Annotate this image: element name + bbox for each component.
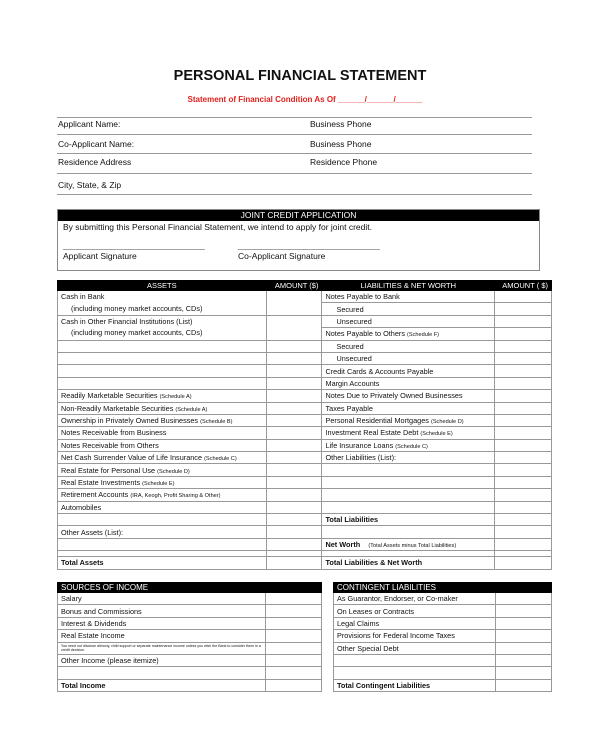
- label-text: Cash in Other Financial Institutions (List): [61, 316, 193, 326]
- amount-cell[interactable]: [266, 291, 322, 316]
- asset-row: [58, 489, 267, 501]
- table-row: [58, 402, 552, 414]
- table-row: [58, 489, 552, 501]
- income-header: SOURCES OF INCOME: [58, 583, 266, 593]
- balance-sheet-table: [57, 280, 552, 570]
- amount-cell[interactable]: [266, 489, 322, 501]
- contingent-row: [334, 593, 496, 605]
- blank-row: [58, 667, 266, 679]
- blank-row: [322, 501, 495, 513]
- statement-date-line[interactable]: Statement of Financial Condition As Of ______/______/______: [187, 95, 423, 104]
- asset-row: [58, 501, 267, 513]
- label-text: Notes Receivable from Others: [61, 440, 159, 450]
- schedule-note: (Schedule E): [420, 431, 453, 438]
- label-text: Notes Payable to Bank: [325, 292, 400, 302]
- blank-row: [58, 365, 267, 377]
- amount-cell[interactable]: [495, 452, 552, 464]
- table-row: [58, 377, 552, 389]
- amount-cell[interactable]: [495, 538, 552, 550]
- amount-cell[interactable]: [266, 476, 322, 488]
- liability-row: [322, 352, 495, 364]
- amount-cell[interactable]: [495, 291, 552, 303]
- liability-row: [322, 315, 495, 327]
- amount-cell[interactable]: [495, 679, 551, 691]
- amount-cell[interactable]: [266, 593, 322, 605]
- schedule-note: (Schedule D): [157, 468, 190, 475]
- amount-cell[interactable]: [266, 340, 322, 352]
- contingent-row: [334, 605, 496, 617]
- amount-cell[interactable]: [266, 464, 322, 476]
- contingent-row: [334, 617, 496, 629]
- table-row: [334, 593, 552, 605]
- label-text: Secured: [336, 341, 364, 351]
- table-row: [58, 642, 322, 654]
- table-row: [58, 476, 552, 488]
- blank-row: [58, 514, 267, 526]
- total-liabilities-row: [322, 514, 495, 526]
- liability-row: [322, 377, 495, 389]
- income-row: [58, 593, 266, 605]
- amount-cell[interactable]: [266, 427, 322, 439]
- co-applicant-name-field[interactable]: Co-Applicant Name:: [58, 139, 135, 149]
- label-text: Other Liabilities (List):: [325, 453, 397, 463]
- business-phone-field[interactable]: Business Phone: [310, 119, 372, 129]
- liability-row: [322, 303, 495, 315]
- table-row: [334, 679, 552, 691]
- label-sub: (including money market accounts, CDs): [71, 303, 203, 313]
- amount-cell[interactable]: [495, 526, 552, 538]
- amount-cell[interactable]: [495, 667, 551, 679]
- label-text: Automobiles: [61, 502, 102, 512]
- joint-credit-header: JOINT CREDIT APPLICATION: [58, 210, 539, 221]
- amount-cell[interactable]: [495, 476, 552, 488]
- table-row: [58, 291, 552, 303]
- amount-cell[interactable]: [266, 557, 322, 569]
- cash-other-institutions: [58, 315, 267, 340]
- residence-phone-field[interactable]: Residence Phone: [310, 157, 378, 167]
- page-title: PERSONAL FINANCIAL STATEMENT: [173, 68, 427, 84]
- amount-cell[interactable]: [495, 501, 552, 513]
- amount-cell[interactable]: [266, 439, 322, 451]
- asset-row: [58, 439, 267, 451]
- total-liab-networth-row: [322, 557, 495, 569]
- amount-cell[interactable]: [266, 526, 322, 538]
- label-text: Net Worth: [325, 540, 361, 549]
- blank-row: [322, 526, 495, 538]
- label-text: Retirement Accounts: [61, 490, 129, 500]
- table-row: [58, 352, 552, 364]
- liability-row: [322, 402, 495, 414]
- amount-cell[interactable]: [495, 593, 551, 605]
- table-row: [334, 667, 552, 679]
- label-text: Unsecured: [336, 354, 372, 364]
- label-text: Total Income: [61, 680, 106, 690]
- table-row: [58, 452, 552, 464]
- table-row: [58, 439, 552, 451]
- label-text: Notes Due to Privately Owned Businesses: [325, 391, 463, 401]
- amount-cell[interactable]: [495, 402, 552, 414]
- blank-row: [322, 476, 495, 488]
- amount-cell[interactable]: [495, 617, 551, 629]
- co-applicant-signature-label: Co-Applicant Signature: [238, 251, 326, 261]
- total-income-row: [58, 679, 266, 691]
- label-text: Notes Receivable from Business: [61, 428, 167, 438]
- cash-in-bank: [58, 291, 267, 316]
- amount-cell[interactable]: [495, 514, 552, 526]
- table-row: [58, 617, 322, 629]
- joint-credit-section: [57, 209, 540, 271]
- blank-row: [58, 377, 267, 389]
- amount-cell[interactable]: [266, 315, 322, 340]
- amount-cell[interactable]: [495, 630, 551, 642]
- asset-row: [58, 427, 267, 439]
- amount-cell[interactable]: [266, 667, 322, 679]
- amount-cell[interactable]: [266, 402, 322, 414]
- asset-row: [58, 464, 267, 476]
- label-sub: (including money market accounts, CDs): [71, 328, 203, 338]
- label-text: Bonus and Commissions: [61, 606, 142, 616]
- applicant-signature-line[interactable]: ______________________________: [63, 240, 205, 250]
- other-assets-row: [58, 526, 267, 538]
- amount-cell[interactable]: [266, 630, 322, 642]
- table-row: [58, 427, 552, 439]
- liability-row: [322, 291, 495, 303]
- asset-row: [58, 414, 267, 426]
- amount-cell[interactable]: [266, 352, 322, 364]
- amount-cell[interactable]: [495, 328, 552, 340]
- label-text: Margin Accounts: [325, 378, 380, 388]
- schedule-note: (Schedule E): [142, 481, 175, 488]
- other-income-row: [58, 654, 266, 666]
- amount-cell[interactable]: [266, 679, 322, 691]
- liability-row: [322, 414, 495, 426]
- amount-cell[interactable]: [495, 340, 552, 352]
- co-applicant-signature-line[interactable]: ______________________________: [238, 240, 380, 250]
- amount-cell[interactable]: [495, 414, 552, 426]
- label-text: Readily Marketable Securities: [61, 391, 158, 401]
- schedule-note: (Schedule C): [204, 456, 237, 463]
- table-row: [58, 538, 552, 550]
- table-row: [58, 526, 552, 538]
- amount-cell[interactable]: [266, 377, 322, 389]
- table-row: [58, 679, 322, 691]
- amount-cell[interactable]: [495, 390, 552, 402]
- table-row: [58, 340, 552, 352]
- table-row: [58, 390, 552, 402]
- liability-row: [322, 390, 495, 402]
- label-text: Total Contingent Liabilities: [337, 680, 431, 690]
- asset-row: [58, 390, 267, 402]
- applicant-name-field[interactable]: Applicant Name:: [58, 119, 121, 129]
- liability-row: [322, 340, 495, 352]
- table-row: [58, 593, 322, 605]
- income-table: [57, 582, 322, 692]
- liability-row: [322, 439, 495, 451]
- blank-row: [334, 667, 496, 679]
- table-row: [58, 605, 322, 617]
- amount-cell[interactable]: [266, 617, 322, 629]
- contingent-row: [334, 642, 496, 654]
- contingent-row: [334, 630, 496, 642]
- amount-cell[interactable]: [266, 452, 322, 464]
- table-row: [58, 630, 322, 642]
- blank-row: [322, 464, 495, 476]
- blank-row: [58, 538, 267, 550]
- label-text: As Guarantor, Endorser, or Co-maker: [337, 594, 458, 604]
- label-text: Ownership in Privately Owned Businesses: [61, 416, 199, 426]
- label-text: Total Assets: [61, 558, 104, 568]
- applicant-signature-label: Applicant Signature: [63, 251, 137, 261]
- table-row: [58, 365, 552, 377]
- asset-row: [58, 452, 267, 464]
- table-row: [334, 654, 552, 666]
- amount-cell[interactable]: [495, 377, 552, 389]
- amount-cell[interactable]: [266, 538, 322, 550]
- table-row: [334, 642, 552, 654]
- amount-cell[interactable]: [495, 315, 552, 327]
- schedule-note: (Schedule F): [407, 332, 440, 339]
- label-text: Interest & Dividends: [61, 618, 127, 628]
- net-worth-note: (Total Assets minus Total Liabilities): [368, 543, 457, 549]
- joint-credit-text: By submitting this Personal Financial Statement, we intend to apply for joint credit.: [63, 222, 372, 232]
- label-text: Legal Claims: [337, 618, 380, 628]
- label-text: Cash in Bank: [61, 292, 105, 301]
- amount-cell[interactable]: [495, 352, 552, 364]
- label-text: Credit Cards & Accounts Payable: [325, 366, 434, 376]
- label-text: Notes Payable to Others: [325, 329, 405, 339]
- amount-cell[interactable]: [266, 501, 322, 513]
- table-row: [58, 414, 552, 426]
- total-contingent-row: [334, 679, 496, 691]
- table-row: [334, 630, 552, 642]
- schedule-note: (Schedule A): [159, 394, 192, 401]
- table-row: [58, 464, 552, 476]
- contingent-header: CONTINGENT LIABILITIES: [334, 583, 496, 593]
- income-row: [58, 617, 266, 629]
- schedule-note: (Schedule A): [175, 406, 208, 413]
- table-row: [334, 617, 552, 629]
- amount-cell[interactable]: [495, 427, 552, 439]
- amount-cell[interactable]: [495, 365, 552, 377]
- city-state-zip-field[interactable]: City, State, & Zip: [58, 180, 122, 190]
- income-row: [58, 630, 266, 642]
- income-row: [58, 605, 266, 617]
- label-text: Real Estate Investments: [61, 478, 141, 488]
- label-text: Unsecured: [336, 316, 372, 326]
- label-text: Investment Real Estate Debt: [325, 428, 419, 438]
- asset-row: [58, 402, 267, 414]
- label-text: Other Assets (List):: [61, 527, 124, 537]
- amount-cell[interactable]: [495, 489, 552, 501]
- amount-cell[interactable]: [495, 439, 552, 451]
- total-assets-row: [58, 557, 267, 569]
- liabilities-header: LIABILITIES & NET WORTH: [322, 281, 495, 291]
- amount-header-2: AMOUNT ( $): [495, 281, 552, 291]
- label-text: Salary: [61, 594, 82, 604]
- label-text: Net Cash Surrender Value of Life Insurance: [61, 453, 203, 463]
- table-row: [58, 501, 552, 513]
- net-worth-row: [322, 538, 495, 550]
- label-text: Other Special Debt: [337, 643, 399, 653]
- label-text: Real Estate Income: [61, 631, 125, 641]
- liability-row: [322, 427, 495, 439]
- amount-header: AMOUNT ($): [266, 281, 322, 291]
- label-text: Real Estate for Personal Use: [61, 465, 156, 475]
- amount-cell[interactable]: [495, 605, 551, 617]
- table-row: [58, 654, 322, 666]
- table-row: [58, 667, 322, 679]
- amount-cell[interactable]: [495, 464, 552, 476]
- table-row: [58, 557, 552, 569]
- schedule-note: (Schedule D): [430, 419, 464, 426]
- blank-row: [322, 489, 495, 501]
- amount-cell[interactable]: [266, 414, 322, 426]
- liability-row: [322, 365, 495, 377]
- asset-row: [58, 476, 267, 488]
- disclaimer: You need not disclose alimony, child support or separate maintenance income unless you wish the Bank to consider them in a credit decision.: [58, 642, 266, 654]
- blank-row: [58, 340, 267, 352]
- table-row: [58, 514, 552, 526]
- amount-cell[interactable]: [266, 642, 322, 654]
- co-business-phone-field[interactable]: Business Phone: [310, 139, 372, 149]
- amount-cell[interactable]: [266, 365, 322, 377]
- table-row: [334, 605, 552, 617]
- amount-cell[interactable]: [495, 654, 551, 666]
- label-text: Non-Readily Marketable Securities: [61, 403, 174, 413]
- contingent-table: [333, 582, 552, 692]
- table-row: [58, 315, 552, 327]
- liability-row: [322, 452, 495, 464]
- label-text: Total Liabilities: [325, 515, 379, 525]
- amount-cell[interactable]: [266, 514, 322, 526]
- amount-cell[interactable]: [495, 642, 551, 654]
- schedule-note: (Schedule B): [200, 419, 233, 426]
- label-text: Other Income (please itemize): [61, 656, 159, 666]
- label-text: Total Liabilities & Net Worth: [325, 558, 423, 568]
- label-text: Taxes Payable: [325, 403, 373, 413]
- label-text: Secured: [336, 304, 364, 314]
- label-text: On Leases or Contracts: [337, 606, 415, 616]
- amount-cell[interactable]: [266, 605, 322, 617]
- amount-cell[interactable]: [495, 557, 552, 569]
- amount-cell[interactable]: [495, 303, 552, 315]
- label-text: Personal Residential Mortgages: [325, 416, 429, 426]
- label-text: Life Insurance Loans: [325, 440, 394, 450]
- assets-header: ASSETS: [58, 281, 267, 291]
- residence-address-field[interactable]: Residence Address: [58, 157, 132, 167]
- blank-row: [58, 352, 267, 364]
- amount-cell[interactable]: [266, 654, 322, 666]
- schedule-note: (IRA, Keogh, Profit Sharing & Other): [130, 493, 221, 500]
- amount-cell[interactable]: [266, 390, 322, 402]
- blank-row: [334, 654, 496, 666]
- liability-row: [322, 328, 495, 340]
- label-text: Provisions for Federal Income Taxes: [337, 631, 455, 641]
- schedule-note: (Schedule C): [395, 443, 428, 450]
